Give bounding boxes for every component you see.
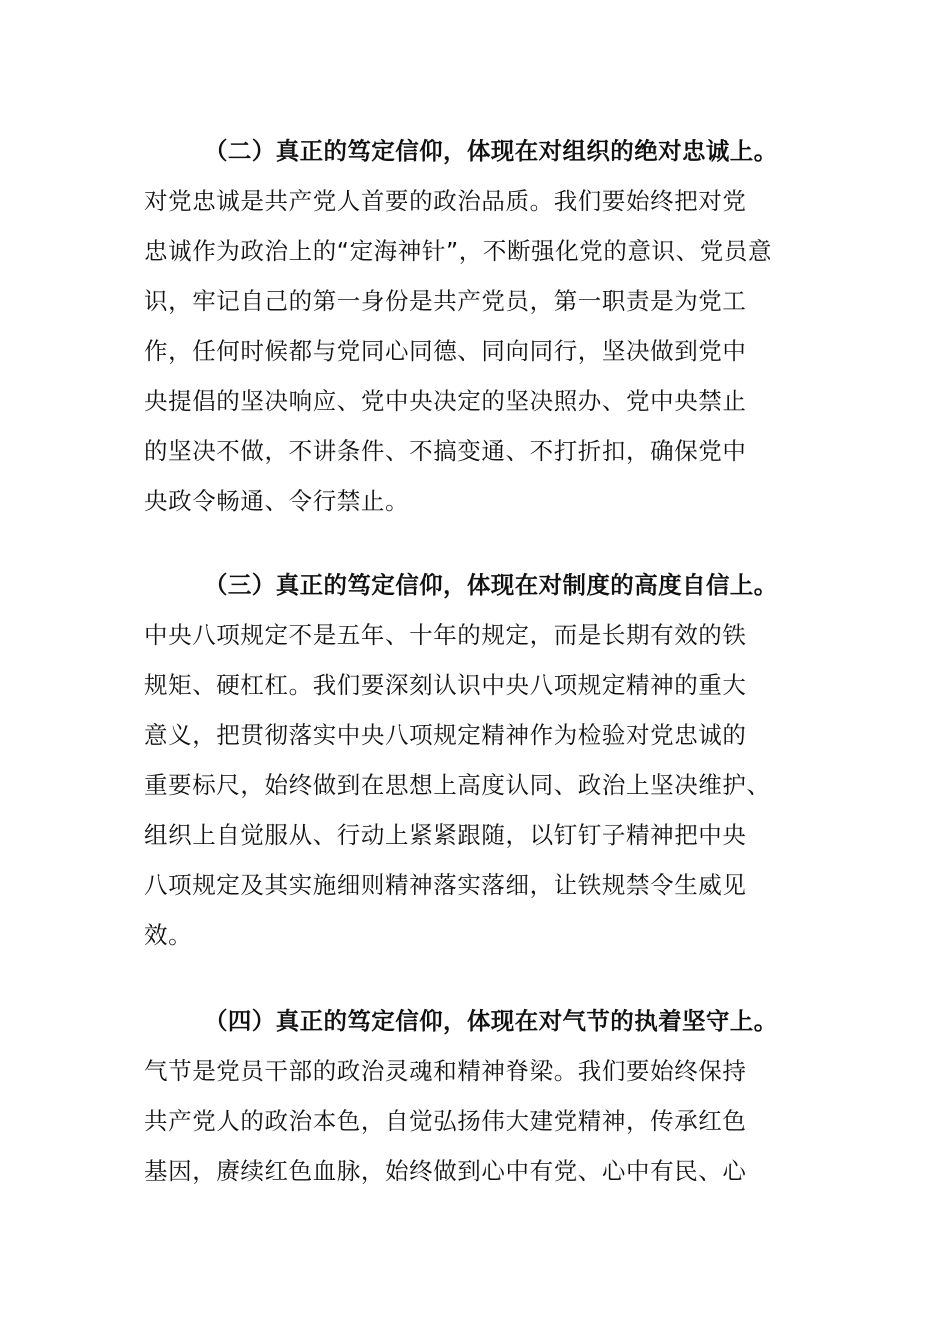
body-line: 规矩、硬杠杠。我们要深刻认识中央八项规定精神的重大 (144, 671, 747, 699)
section-3 (144, 560, 804, 960)
body-line: 重要标尺，始终做到在思想上高度认同、政治上坚决维护、 (144, 771, 771, 799)
body-line: 共产党人的政治本色，自觉弘扬伟大建党精神，传承红色 (144, 1107, 747, 1135)
body-line: 央提倡的坚决响应、党中央决定的坚决照办、党中央禁止 (144, 387, 747, 415)
body-line: 组织上自觉服从、行动上紧紧跟随，以钉钉子精神把中央 (144, 821, 747, 849)
body-line: 八项规定及其实施细则精神落实落细，让铁规禁令生威见 (144, 871, 747, 899)
body-line: 中央八项规定不是五年、十年的规定，而是长期有效的铁 (144, 621, 747, 649)
body-line: 意义，把贯彻落实中央八项规定精神作为检验对党忠诚的 (144, 721, 747, 749)
section-heading: （四）真正的笃定信仰，体现在对气节的执着坚守上。 (204, 1007, 778, 1035)
section-2 (144, 126, 804, 526)
body-line: 对党忠诚是共产党人首要的政治品质。我们要始终把对党 (144, 187, 747, 215)
body-line: 效。 (144, 921, 193, 949)
body-line: 作，任何时候都与党同心同德、同向同行，坚决做到党中 (144, 337, 747, 365)
body-line: 忠诚作为政治上的“定海神针”，不断强化党的意识、党员意 (144, 237, 773, 265)
body-line: 的坚决不做，不讲条件、不搞变通、不打折扣，确保党中 (144, 437, 747, 465)
body-line: 基因，赓续红色血脉，始终做到心中有党、心中有民、心 (144, 1157, 747, 1185)
body-line: 气节是党员干部的政治灵魂和精神脊梁。我们要始终保持 (144, 1057, 747, 1085)
body-line: 识，牢记自己的第一身份是共产党员，第一职责是为党工 (144, 287, 747, 315)
body-line: 央政令畅通、令行禁止。 (144, 487, 410, 515)
section-heading: （三）真正的笃定信仰，体现在对制度的高度自信上。 (204, 571, 778, 599)
section-4 (144, 996, 804, 1196)
section-heading: （二）真正的笃定信仰，体现在对组织的绝对忠诚上。 (204, 137, 778, 165)
